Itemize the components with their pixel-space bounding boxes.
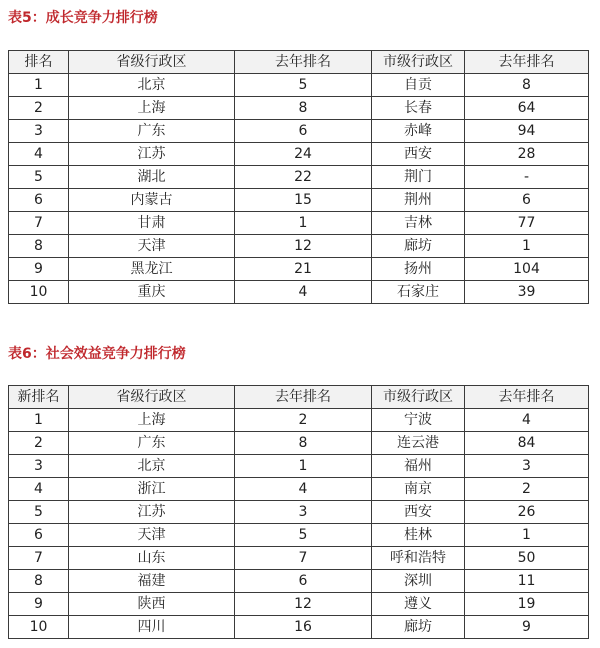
table-cell: 江苏 (69, 143, 235, 166)
table-cell: 6 (9, 524, 69, 547)
table-cell: 4 (235, 478, 372, 501)
table-cell: 西安 (372, 501, 465, 524)
table-cell: 3 (9, 455, 69, 478)
table-cell: 2 (465, 478, 589, 501)
table-row (9, 281, 589, 304)
table-cell: 94 (465, 120, 589, 143)
table-cell: 荆州 (372, 189, 465, 212)
table-cell: 1 (235, 455, 372, 478)
table-cell: 84 (465, 432, 589, 455)
table-cell: 9 (9, 593, 69, 616)
table-cell: 廊坊 (372, 235, 465, 258)
table-cell: 2 (9, 432, 69, 455)
table-row (9, 547, 589, 570)
table5-header-cell: 省级行政区 (69, 51, 235, 74)
table-cell: 7 (9, 547, 69, 570)
table6-header-cell: 去年排名 (235, 386, 372, 409)
table-cell: 3 (465, 455, 589, 478)
table-cell: 26 (465, 501, 589, 524)
table-cell: 16 (235, 616, 372, 639)
table-row (9, 455, 589, 478)
table-row (9, 212, 589, 235)
table-cell: 15 (235, 189, 372, 212)
table-cell: 8 (9, 235, 69, 258)
table-cell: 荆门 (372, 166, 465, 189)
table-cell: 天津 (69, 524, 235, 547)
table-cell: 长春 (372, 97, 465, 120)
table-cell: 桂林 (372, 524, 465, 547)
table-row (9, 120, 589, 143)
table6-header-cell: 市级行政区 (372, 386, 465, 409)
table-cell: 5 (9, 166, 69, 189)
table-row (9, 166, 589, 189)
table5-caption: 表5：成长竞争力排行榜 (8, 10, 158, 26)
table-cell: 1 (465, 235, 589, 258)
table6-header-cell: 去年排名 (465, 386, 589, 409)
table-cell: 1 (9, 409, 69, 432)
table-cell: 广东 (69, 120, 235, 143)
table-cell: - (465, 166, 589, 189)
table-cell: 南京 (372, 478, 465, 501)
table-cell: 7 (235, 547, 372, 570)
table-cell: 山东 (69, 547, 235, 570)
table-row (9, 97, 589, 120)
table-cell: 11 (465, 570, 589, 593)
table-row (9, 524, 589, 547)
table-cell: 64 (465, 97, 589, 120)
table-cell: 5 (9, 501, 69, 524)
table-cell: 77 (465, 212, 589, 235)
table-cell: 9 (9, 258, 69, 281)
table-cell: 天津 (69, 235, 235, 258)
table-cell: 1 (465, 524, 589, 547)
table-row (9, 74, 589, 97)
table-cell: 5 (235, 524, 372, 547)
table-cell: 宁波 (372, 409, 465, 432)
table-cell: 西安 (372, 143, 465, 166)
table-cell: 福建 (69, 570, 235, 593)
table-cell: 6 (235, 120, 372, 143)
table-cell: 3 (235, 501, 372, 524)
table-row (9, 478, 589, 501)
table-cell: 甘肃 (69, 212, 235, 235)
table-cell: 4 (465, 409, 589, 432)
table-cell: 连云港 (372, 432, 465, 455)
table-cell: 19 (465, 593, 589, 616)
table-cell: 22 (235, 166, 372, 189)
table-cell: 北京 (69, 74, 235, 97)
table-cell: 遵义 (372, 593, 465, 616)
table-row (9, 570, 589, 593)
table-cell: 上海 (69, 97, 235, 120)
table-row (9, 432, 589, 455)
table6-header-row (9, 386, 589, 409)
table-cell: 4 (235, 281, 372, 304)
table-cell: 50 (465, 547, 589, 570)
table-cell: 陕西 (69, 593, 235, 616)
table-cell: 1 (9, 74, 69, 97)
table-cell: 10 (9, 281, 69, 304)
table-cell: 3 (9, 120, 69, 143)
table-cell: 6 (9, 189, 69, 212)
table-cell: 2 (235, 409, 372, 432)
table6-caption: 表6：社会效益竞争力排行榜 (8, 346, 186, 362)
table-cell: 浙江 (69, 478, 235, 501)
table5-growth-ranking (8, 50, 589, 304)
table-row (9, 593, 589, 616)
table-cell: 8 (235, 432, 372, 455)
table-cell: 8 (235, 97, 372, 120)
table-row (9, 616, 589, 639)
table-cell: 深圳 (372, 570, 465, 593)
table-cell: 4 (9, 143, 69, 166)
table-cell: 9 (465, 616, 589, 639)
table-cell: 21 (235, 258, 372, 281)
table-cell: 湖北 (69, 166, 235, 189)
table6-header-cell: 省级行政区 (69, 386, 235, 409)
table5-header-cell: 去年排名 (235, 51, 372, 74)
table-cell: 赤峰 (372, 120, 465, 143)
table5-header-cell: 去年排名 (465, 51, 589, 74)
table-cell: 北京 (69, 455, 235, 478)
table-cell: 石家庄 (372, 281, 465, 304)
table-cell: 24 (235, 143, 372, 166)
table-cell: 扬州 (372, 258, 465, 281)
table-cell: 吉林 (372, 212, 465, 235)
table6-header-cell: 新排名 (9, 386, 69, 409)
table-cell: 104 (465, 258, 589, 281)
table-cell: 福州 (372, 455, 465, 478)
table-row (9, 189, 589, 212)
table-cell: 上海 (69, 409, 235, 432)
table-cell: 12 (235, 235, 372, 258)
table-cell: 28 (465, 143, 589, 166)
table-cell: 廊坊 (372, 616, 465, 639)
table-cell: 8 (465, 74, 589, 97)
table-row (9, 258, 589, 281)
table-cell: 12 (235, 593, 372, 616)
table5-body (9, 74, 589, 304)
table-cell: 4 (9, 478, 69, 501)
table5-header-row (9, 51, 589, 74)
table-cell: 7 (9, 212, 69, 235)
table-cell: 10 (9, 616, 69, 639)
table-cell: 39 (465, 281, 589, 304)
table-cell: 自贡 (372, 74, 465, 97)
table-cell: 5 (235, 74, 372, 97)
table-cell: 呼和浩特 (372, 547, 465, 570)
table5-header-cell: 排名 (9, 51, 69, 74)
table-row (9, 235, 589, 258)
table-cell: 6 (235, 570, 372, 593)
table-cell: 四川 (69, 616, 235, 639)
table-cell: 江苏 (69, 501, 235, 524)
table6-body (9, 409, 589, 639)
table-cell: 6 (465, 189, 589, 212)
table6-social-benefit-ranking (8, 385, 589, 639)
table-row (9, 501, 589, 524)
table-cell: 黑龙江 (69, 258, 235, 281)
table-cell: 1 (235, 212, 372, 235)
table-cell: 8 (9, 570, 69, 593)
table-cell: 内蒙古 (69, 189, 235, 212)
table-cell: 重庆 (69, 281, 235, 304)
table-cell: 广东 (69, 432, 235, 455)
table5-header-cell: 市级行政区 (372, 51, 465, 74)
table-row (9, 143, 589, 166)
table-cell: 2 (9, 97, 69, 120)
table-row (9, 409, 589, 432)
